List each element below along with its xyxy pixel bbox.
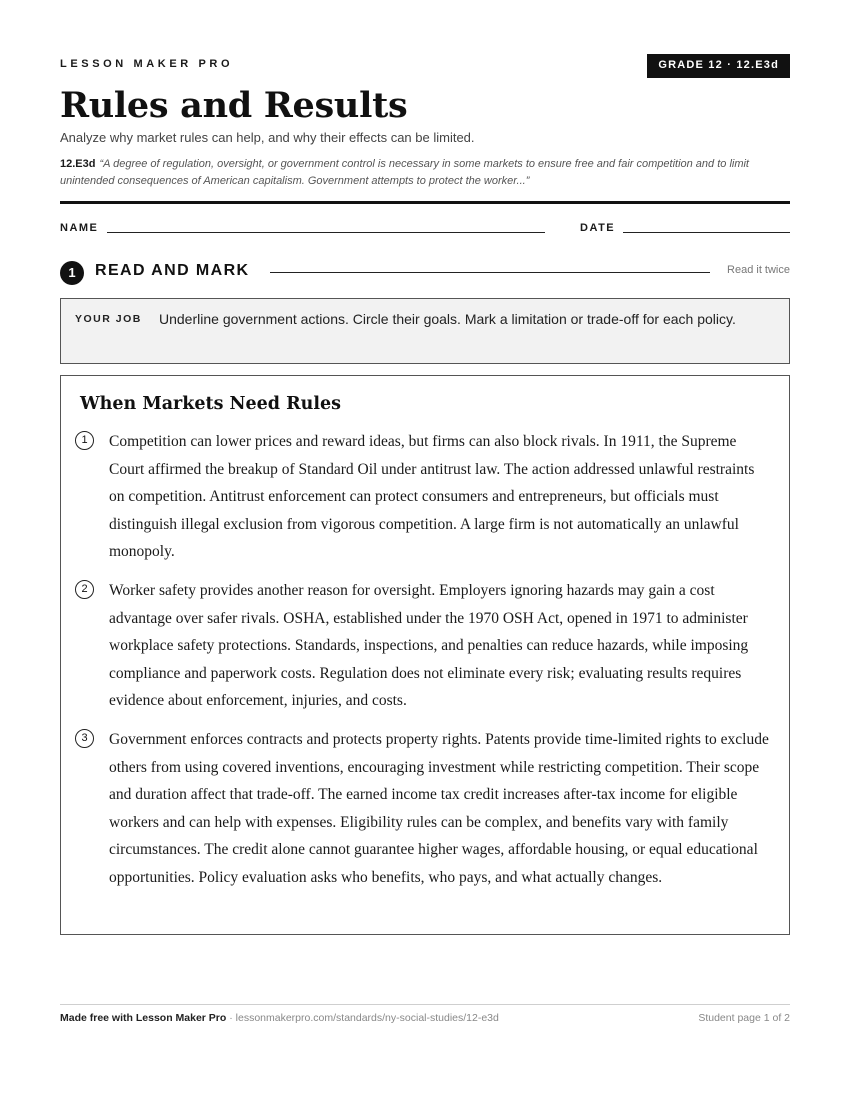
paragraph-number: 3	[75, 729, 94, 748]
paragraph-text: Competition can lower prices and reward ideas, but firms can also block rivals. In 1911, the Supreme Court affirmed the breakup of Standard Oil under antitrust law. The action addressed unlawful restraints on competition. Antitrust enforcement can protect consumers and entrepreneurs, but officials must distinguish illegal exclusion from vigorous competition. A large firm is not automatically an unlawful monopoly.	[109, 433, 755, 561]
reading-passage	[60, 375, 790, 935]
footer-separator: ·	[226, 1012, 236, 1024]
grade-badge: GRADE 12 · 12.E3d	[647, 54, 790, 78]
paragraph-text: Worker safety provides another reason for oversight. Employers ignoring hazards may gain a cost advantage over safer rivals. OSHA, established under the 1970 OSH Act, opened in 1971 to administer workplace safety protections. Standards, inspections, and penalties can reduce hazards, while imposing compliance and paperwork costs. Regulation does not eliminate every risk; evaluating results requires evidence about enforcement, injuries, and costs.	[109, 582, 749, 710]
paragraph-text: Government enforces contracts and protects property rights. Patents provide time-limited rights to exclude others from using covered inventions, encouraging investment while restricting competition. Their scope and duration affect that trade-off. The earned income tax credit increases after-tax income for eligible workers and can help with expenses. Eligibility rules can be complex, and benefits vary with family circumstances. The credit alone cannot guarantee higher wages, affordable housing, or equal educational opportunities. Policy evaluation asks who benefits, who pays, and what actually changes.	[109, 731, 769, 886]
paragraph-1	[75, 428, 775, 566]
footer-divider	[60, 1004, 790, 1005]
paragraph-3	[75, 726, 775, 892]
your-job-label: YOUR JOB	[75, 313, 142, 325]
section-number-badge: 1	[60, 261, 84, 285]
your-job-instructions: Underline government actions. Circle their goals. Mark a limitation or trade-off for each policy.	[159, 311, 736, 327]
page-subtitle: Analyze why market rules can help, and why their effects can be limited.	[60, 130, 475, 145]
paragraph-number: 2	[75, 580, 94, 599]
worksheet-page	[60, 0, 790, 1100]
section-note: Read it twice	[727, 264, 790, 276]
standard-code: 12.E3d	[60, 158, 96, 170]
date-label: DATE	[580, 222, 616, 234]
standard-quote: “A degree of regulation, oversight, or government control is necessary in some markets to ensure free and fair competition and to limit unintended consequences of American capitalism. Government attempts to protect the worker...”	[60, 158, 749, 187]
your-job-box	[60, 298, 790, 364]
footer-url-link[interactable]: lessonmakerpro.com/standards/ny-social-studies/12-e3d	[235, 1012, 499, 1024]
section-title: READ AND MARK	[95, 262, 250, 279]
name-field-line[interactable]	[107, 232, 545, 233]
date-field-line[interactable]	[623, 232, 790, 233]
footer-credit	[60, 1012, 499, 1024]
brand-name: LESSON MAKER PRO	[60, 58, 234, 70]
standard-statement	[60, 156, 790, 190]
name-label: NAME	[60, 222, 99, 234]
reading-title: When Markets Need Rules	[80, 394, 342, 414]
section-rule	[270, 272, 710, 273]
footer-made-with: Made free with Lesson Maker Pro	[60, 1012, 227, 1024]
footer-page-number: Student page 1 of 2	[698, 1012, 790, 1024]
header-divider	[60, 201, 790, 204]
paragraph-2	[75, 577, 775, 715]
paragraph-number: 1	[75, 431, 94, 450]
page-title: Rules and Results	[60, 85, 408, 126]
